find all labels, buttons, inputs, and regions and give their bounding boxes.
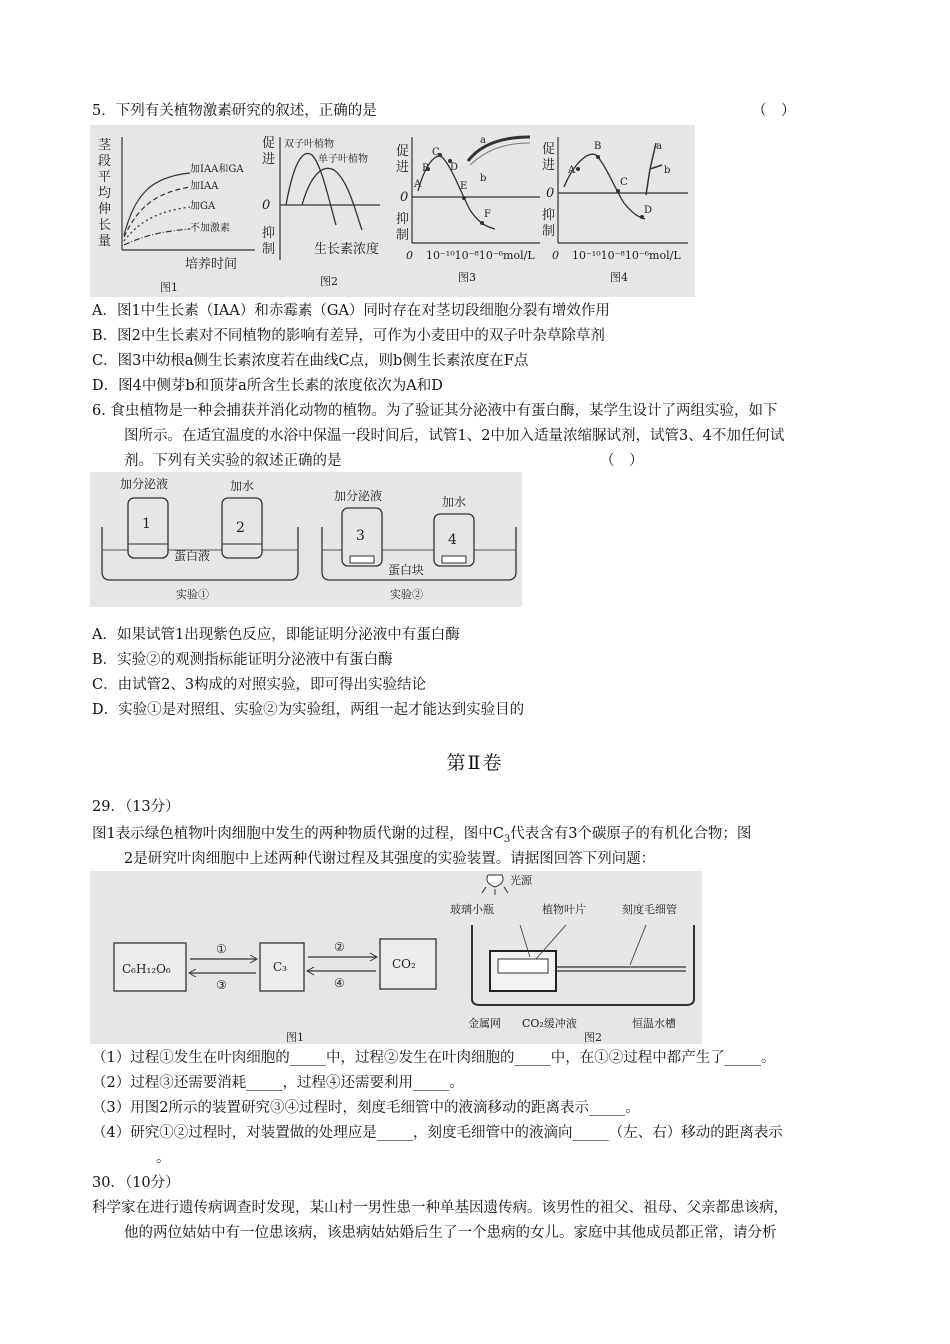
fig4-label: B (594, 141, 602, 152)
q29-item-4-end: 。 (156, 1150, 171, 1166)
q5-fig4 (542, 137, 688, 284)
fig2-caption: 图2 (320, 275, 338, 288)
fig4-label: D (644, 205, 653, 216)
fig4-label: a (656, 141, 662, 152)
curve-ga (124, 207, 190, 241)
q5-option-d: D．图4中侧芽b和顶芽a所含生长素的浓度依次为A和D (92, 378, 443, 394)
label-leaf: 植物叶片 (542, 903, 586, 916)
fig3-label: E (460, 181, 468, 192)
curve-none (124, 229, 190, 245)
q5-figure (90, 125, 695, 297)
fig3-label: b (480, 173, 487, 184)
fig3-y-bottom: 抑 (396, 212, 410, 227)
q29-stem-part: 图1表示绿色植物叶肉细胞中发生的两种物质代谢的过程，图中C (92, 826, 504, 842)
label-light: 光源 (510, 874, 532, 887)
label-protein-block: 蛋白块 (388, 563, 425, 577)
fig3-label: D (450, 162, 459, 173)
q6-option-a: A．如果试管1出现紫色反应，即能证明分泌液中有蛋白酶 (92, 627, 460, 643)
q29-stem-subscript: 3 (503, 833, 511, 845)
fig3-zero: 0 (400, 190, 409, 205)
fig3-origin: 0 (406, 249, 413, 262)
q6-stem-line: 剂。下列有关实验的叙述正确的是 (124, 453, 342, 469)
fig1-ylabel-char: 平 (98, 170, 112, 185)
q6-figure (90, 472, 522, 607)
label-mesh: 金属网 (468, 1017, 501, 1030)
fig1-ylabel-char: 均 (98, 186, 112, 201)
fig2-y-top: 促 (262, 136, 276, 151)
fig4-xaxis: 10⁻¹⁰10⁻⁸10⁻⁶mol/L (572, 249, 681, 262)
q6-answer-paren: （ ） (600, 453, 644, 469)
q6-option-b: B．实验②的观测指标能证明分泌液中有蛋白酶 (92, 652, 393, 668)
fig4-label: b (664, 165, 671, 176)
q29-fig2 (450, 873, 694, 1044)
q6-option-d: D．实验①是对照组、实验②为实验组，两组一起才能达到实验目的 (92, 702, 525, 718)
label-add-water: 加水 (442, 495, 467, 509)
box-label: C₃ (273, 960, 287, 974)
q29-figure (90, 871, 702, 1044)
q6-experiment-2 (322, 488, 516, 601)
q5-option-b: B．图2中生长素对不同植物的影响有差异，可作为小麦田中的双子叶杂草除草剂 (92, 328, 605, 344)
fig3-root (468, 137, 530, 161)
fig3-label: C (432, 147, 440, 158)
process-number: ① (216, 942, 227, 956)
fig1-curve-label: 加IAA (190, 181, 219, 192)
label-capillary: 刻度毛细管 (622, 903, 677, 916)
fig2-mono-label: 单子叶植物 (318, 154, 368, 165)
q30-stem-line: 科学家在进行遗传病调查时发现，某山村一男性患一种单基因遗传病。该男性的祖父、祖母、父亲都患该病， (92, 1200, 788, 1216)
fig2-y-top: 进 (262, 152, 276, 167)
fig1-ylabel-char: 茎 (98, 138, 112, 153)
fig1-curve-label: 不加激素 (190, 223, 230, 234)
q5-option-a: A．图1中生长素（IAA）和赤霉素（GA）同时存在对茎切段细胞分裂有增效作用 (92, 303, 610, 319)
fig4-caption: 图4 (610, 271, 628, 284)
fig4-label: C (620, 177, 628, 188)
leaf-piece (498, 959, 548, 973)
tube-number: 1 (142, 516, 151, 532)
fig1-ylabel-char: 段 (98, 154, 112, 169)
tube-number: 2 (236, 520, 245, 536)
fig1-caption: 图1 (160, 281, 178, 294)
fig1-ylabel-char: 伸 (98, 202, 112, 217)
fig1-curve-label: 加IAA和GA (190, 164, 244, 175)
box-label: CO₂ (392, 957, 416, 971)
fig3-label: A (414, 179, 422, 190)
fig3-xaxis: 10⁻¹⁰10⁻⁸10⁻⁶mol/L (426, 249, 535, 262)
fig2-xlabel: 生长素浓度 (314, 242, 380, 257)
fig4-y-bottom: 制 (542, 224, 556, 239)
process-number: ② (334, 940, 345, 954)
tube-number: 3 (356, 528, 365, 544)
fig3-root (470, 143, 530, 165)
q5-answer-paren: （ ） (752, 103, 796, 119)
fig2-zero: 0 (262, 198, 271, 213)
fig3-label: a (480, 135, 486, 146)
q5-fig2 (262, 136, 380, 288)
fig1-ylabel-char: 量 (98, 234, 112, 249)
fig1-xlabel: 培养时间 (185, 257, 238, 272)
fig4-label: A (568, 165, 576, 176)
label-add-water: 加水 (230, 479, 255, 493)
label-exp1: 实验① (176, 588, 209, 601)
fig3-label: B (422, 163, 430, 174)
section-title: 第Ⅱ卷 (446, 752, 504, 774)
fig4-point (616, 189, 620, 193)
fig4-point (596, 155, 600, 159)
q29-item-4: （4）研究①②过程时，对装置做的处理应是_____，刻度毛细管中的液滴向_____（左、右）移动的距离表示 (92, 1125, 783, 1141)
fig2-y-bottom: 制 (262, 242, 276, 257)
fig1-caption: 图1 (286, 1031, 304, 1044)
label-buffer: CO₂缓冲液 (522, 1017, 577, 1030)
light-bulb-icon (487, 875, 503, 887)
label-add-secretion: 加分泌液 (120, 477, 169, 491)
process-number: ④ (334, 976, 345, 990)
q6-option-c: C．由试管2、3构成的对照实验，即可得出实验结论 (92, 677, 427, 693)
fig3-y-top: 促 (396, 144, 410, 159)
fig4-zero: 0 (546, 186, 555, 201)
fig4-y-top: 进 (542, 158, 556, 173)
q30-header: 30．（10分） (92, 1175, 180, 1191)
q5-option-c: C．图3中幼根a侧生长素浓度若在曲线C点，则b侧生长素浓度在F点 (92, 353, 529, 369)
label-exp2: 实验② (390, 588, 423, 601)
fig4-y-bottom: 抑 (542, 208, 556, 223)
fig4-curve (564, 154, 645, 219)
q6-stem-line: 6. 食虫植物是一种会捕获并消化动物的植物。为了验证其分泌液中有蛋白酶，某学生设计了两组实验，如下 (92, 403, 778, 419)
q6-stem-line: 图所示。在适宜温度的水浴中保温一段时间后，试管1、2中加入适量浓缩脲试剂，试管3、4不加任何试 (124, 428, 785, 444)
fig3-point (480, 221, 484, 225)
label-bottle: 玻璃小瓶 (450, 903, 494, 916)
q30-stem-line: 他的两位姑姑中有一位患该病，该患病姑姑婚后生了一个患病的女儿。家庭中其他成员都正常，请分析 (124, 1225, 777, 1241)
q5-fig1 (98, 137, 255, 294)
protein-block (350, 556, 374, 563)
fig2-y-bottom: 抑 (262, 226, 276, 241)
q29-stem-line: 2是研究叶肉细胞中上述两种代谢过程及其强度的实验装置。请据图回答下列问题： (124, 851, 656, 867)
fig1-curve-label: 加GA (190, 201, 216, 212)
fig4-origin: 0 (552, 249, 559, 262)
fig2-caption: 图2 (584, 1031, 602, 1044)
q29-item-2: （2）过程③还需要消耗_____，过程④还需要利用_____。 (92, 1075, 464, 1091)
curve-monocot (302, 168, 362, 230)
fig4-y-top: 促 (542, 142, 556, 157)
fig3-label: F (484, 209, 491, 220)
curve-iaa-ga (124, 173, 190, 235)
fig3-point (462, 196, 466, 200)
label-add-secretion: 加分泌液 (334, 489, 383, 503)
fig2-dicot-label: 双子叶植物 (284, 139, 334, 150)
label-bath: 恒温水槽 (632, 1017, 676, 1030)
fig4-point (576, 167, 580, 171)
q29-header: 29．（13分） (92, 799, 180, 815)
q29-fig1 (114, 939, 436, 1044)
q29-item-3: （3）用图2所示的装置研究③④过程时，刻度毛细管中的液滴移动的距离表示_____。 (92, 1100, 640, 1116)
fig1-ylabel-char: 长 (98, 218, 112, 233)
tube-number: 4 (448, 532, 457, 548)
q5-stem: 5．下列有关植物激素研究的叙述，正确的是 (92, 103, 377, 119)
label-protein-liquid: 蛋白液 (174, 549, 211, 563)
q5-fig3 (396, 135, 540, 284)
fig3-y-top: 进 (396, 160, 410, 175)
fig3-y-bottom: 制 (396, 228, 410, 243)
process-number: ③ (216, 978, 227, 992)
q29-item-1: （1）过程①发生在叶肉细胞的_____中，过程②发生在叶肉细胞的_____中，在①②过程中都产生了_____。 (92, 1050, 776, 1066)
fig3-caption: 图3 (458, 271, 476, 284)
protein-block (442, 556, 466, 563)
box-label: C₆H₁₂O₆ (122, 962, 171, 976)
q29-stem-part: 代表含有3个碳原子的有机化合物；图 (510, 826, 752, 842)
q6-experiment-1 (102, 476, 298, 601)
q29-stem-line (92, 824, 751, 850)
